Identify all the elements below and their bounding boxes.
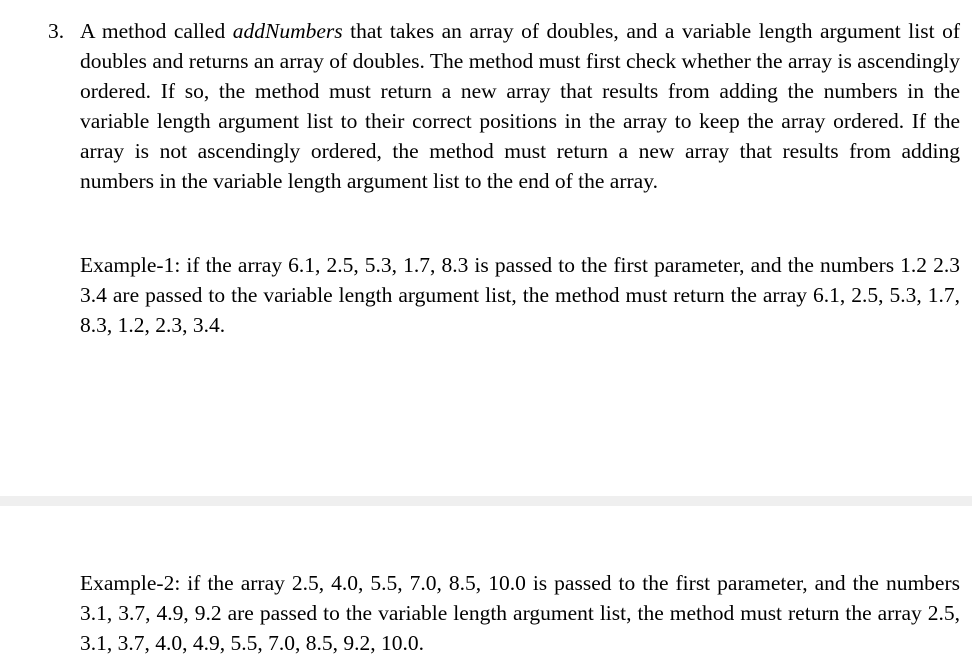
question-intro-before: A method called — [80, 19, 233, 43]
bottom-panel — [0, 506, 972, 659]
question-intro-after: that takes an array of doubles, and a variable length argument list of doubles and returns an array of doubles. The method must first check whether the array is ascendingly ordered. If so, the method must return a new array that results from adding the numbers in the variable length argument list to their correct positions in the array to keep the array ordered. If the array is not ascendingly ordered, the method must return a new array that results from adding numbers in the variable length argument list to the end of the array. — [80, 19, 961, 193]
example-1: Example-1: if the array 6.1, 2.5, 5.3, 1.7, 8.3 is passed to the first parameter, and the numbers 1.2 2.3 3.4 are passed to the variable length argument list, the method must return the array 6.1, 2.5, 5.3, 1.7, 8.3, 1.2, 2.3, 3.4. — [80, 253, 960, 337]
question-item — [48, 16, 960, 196]
method-name: addNumbers — [232, 19, 343, 43]
section-divider — [0, 496, 972, 506]
question-text — [80, 16, 960, 196]
question-number: 3. — [48, 19, 65, 43]
example-2: Example-2: if the array 2.5, 4.0, 5.5, 7.0, 8.5, 10.0 is passed to the first parameter, and the numbers 3.1, 3.7, 4.9, 9.2 are passed to the variable length argument list, the method must return the array 2.5, 3.1, 3.7, 4.0, 4.9, 5.5, 7.0, 8.5, 9.2, 10.0. — [80, 571, 960, 655]
